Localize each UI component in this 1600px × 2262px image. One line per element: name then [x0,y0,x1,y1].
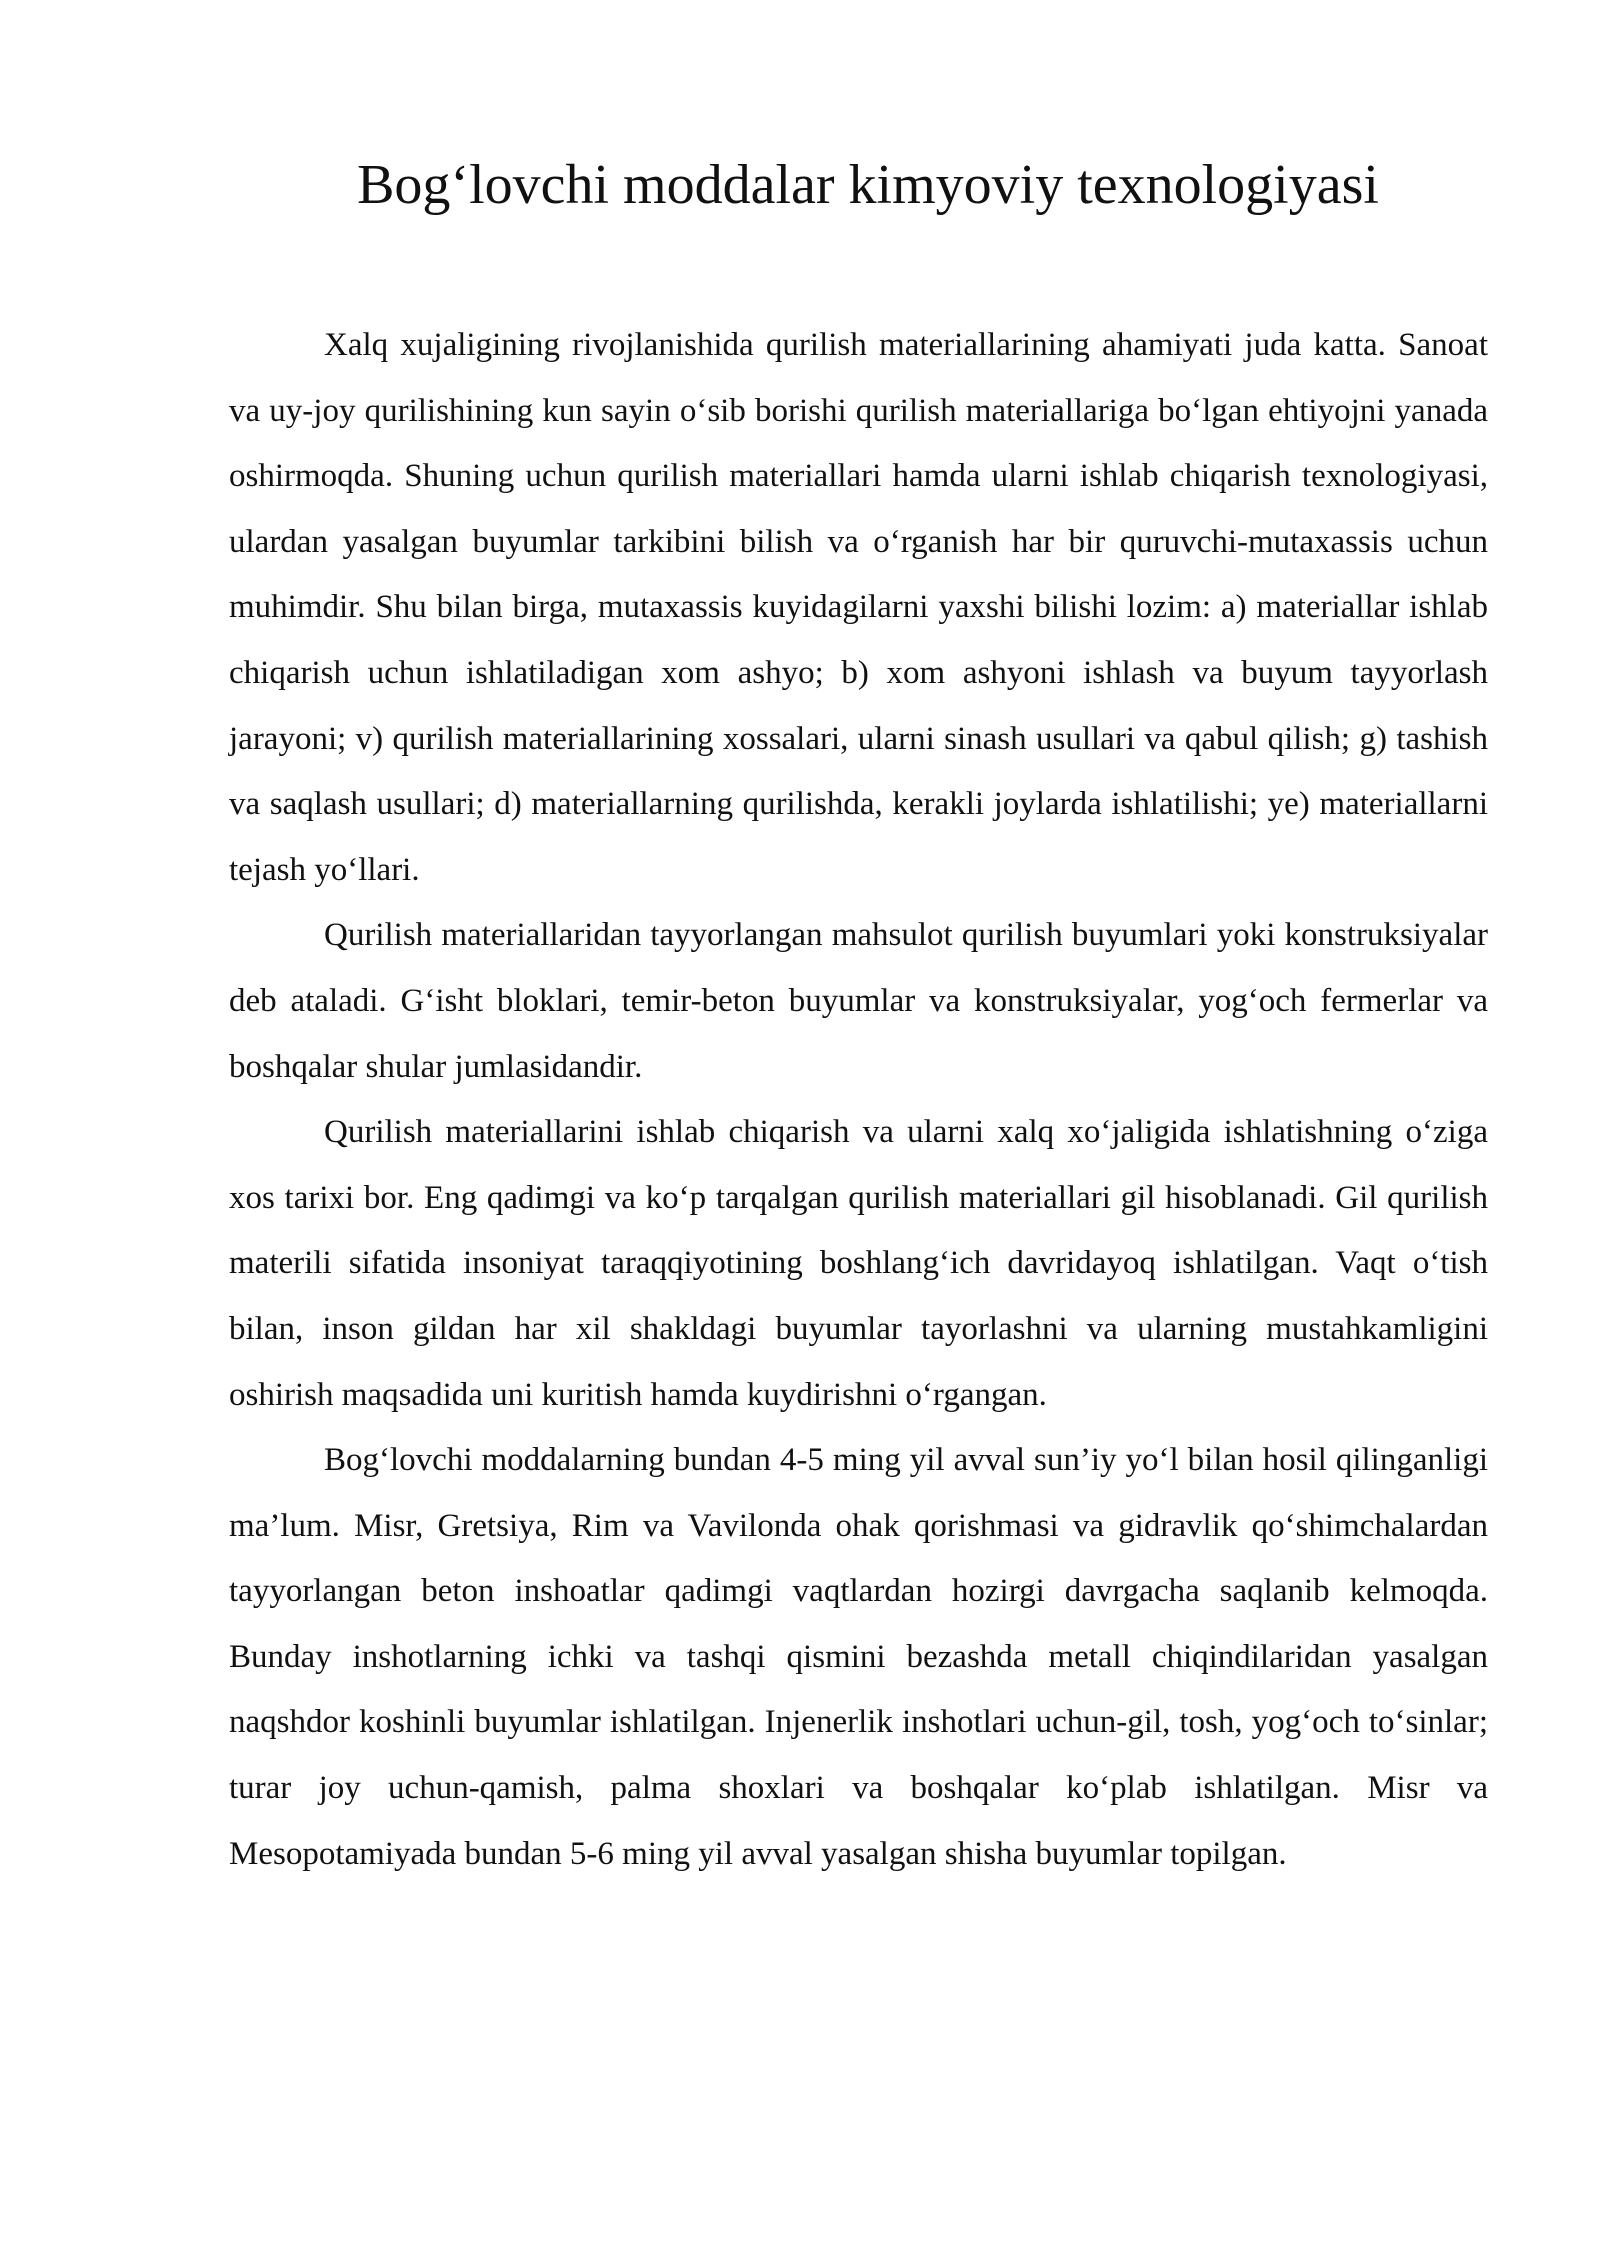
paragraph-3: Qurilish materiallarini ishlab chiqarish va ularni xalq xo‘jaligida ishlatishning o‘ziga xos tarixi bor. Eng qadimgi va ko‘p tarqalgan qurilish materiallari gil hisoblanadi. Gil qurilish materili sifatida insoniyat taraqqiyotining boshlang‘ich davridayoq ishlatilgan. Vaqt o‘tish bilan, inson gildan har xil shakldagi buyumlar tayorlashni va ularning mustahkamligini oshirish maqsadida uni kuritish hamda kuydirishni o‘rgangan. [229,1114,1488,1413]
paragraph-1: Xalq xujaligining rivojlanishida qurilish materiallarining ahamiyati juda katta. Sanoat va uy-joy qurilishining kun sayin o‘sib borishi qurilish materiallariga bo‘lgan ehtiyojni yanada oshirmoqda. Shuning uchun qurilish materiallari hamda ularni ishlab chiqarish texnologiyasi, ulardan yasalgan buyumlar tarkibini bilish va o‘rganish har bir quruvchi-mutaxassis uchun muhimdir. Shu bilan birga, mutaxassis kuyidagilarni yaxshi bilishi lozim: a) materiallar ishlab chiqarish uchun ishlatiladigan xom ashyo; b) xom ashyoni ishlash va buyum tayyorlash jarayoni; v) qurilish materiallarining xossalari, ularni sinash usullari va qabul qilish; g) tashish va saqlash usullari; d) materiallarning qurilishda, kerakli joylarda ishlatilishi; ye) materiallarni tejash yo‘llari. [229,327,1488,888]
paragraph-4: Bog‘lovchi moddalarning bundan 4-5 ming yil avval sun’iy yo‘l bilan hosil qilinganligi ma’lum. Misr, Gretsiya, Rim va Vavilonda ohak qorishmasi va gidravlik qo‘shimchalardan tayyorlangan beton inshoatlar qadimgi vaqtlardan hozirgi davrgacha saqlanib kelmoqda. Bunday inshotlarning ichki va tashqi qismini bezashda metall chiqindilaridan yasalgan naqshdor koshinli buyumlar ishlatilgan. Injenerlik inshotlari uchun-gil, tosh, yog‘och to‘sinlar; turar joy uchun-qamish, palma shoxlari va boshqalar ko‘plab ishlatilgan. Misr va Mesopotamiyada bundan 5-6 ming yil avval yasalgan shisha buyumlar topilgan. [229,1442,1488,1872]
paragraph-2: Qurilish materiallaridan tayyorlangan mahsulot qurilish buyumlari yoki konstruksiyalar deb ataladi. G‘isht bloklari, temir-beton buyumlar va konstruksiyalar, yog‘och fermerlar va boshqalar shular jumlasidandir. [229,917,1488,1085]
document-body [229,313,1488,1887]
document-title: Bog‘lovchi moddalar kimyoviy texnologiyasi [357,154,1379,216]
